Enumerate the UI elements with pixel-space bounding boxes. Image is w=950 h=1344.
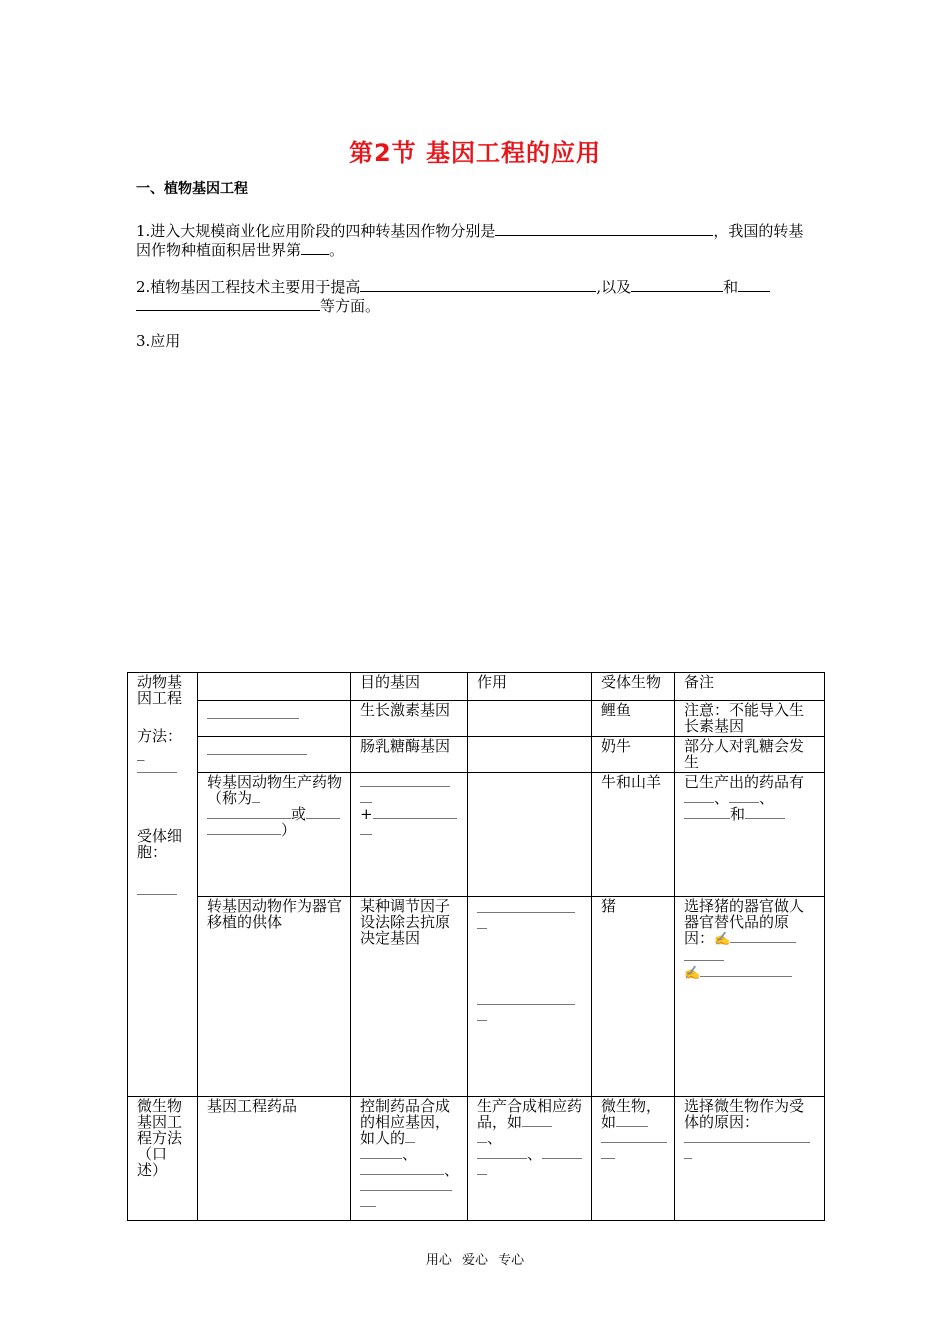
answer-blank[interactable] [137,882,177,895]
answer-blank[interactable] [495,221,713,236]
header-target-gene: 目的基因 [351,673,468,701]
pen-icon: ✍ [714,932,731,947]
question-1-text-a: 1.进入大规模商业化应用阶段的四种转基因作物分别是 [136,222,496,240]
r3-note-text: 已生产出的药品有 [684,773,805,791]
answer-blank[interactable] [684,948,724,961]
answer-blank[interactable] [684,1146,692,1159]
answer-blank[interactable] [405,1130,415,1143]
answer-blank[interactable] [738,277,770,292]
r5-note-text: 选择微生物作为受体的原因： [684,1097,805,1131]
answer-blank[interactable] [207,742,307,755]
answer-blank[interactable] [207,822,281,835]
animal-engineering-cell [128,673,198,1097]
r1-effect[interactable] [468,701,592,737]
answer-blank[interactable] [700,964,792,977]
r2-note: 部分人对乳糖会发生 [675,737,825,773]
page-footer: 用心 爱心 专心 [425,1253,525,1268]
question-3: 3.应用 [136,332,181,350]
answer-blank[interactable] [477,900,575,913]
answer-blank[interactable] [601,1130,667,1143]
answer-blank[interactable] [522,1114,552,1127]
r1-recipient: 鲤鱼 [592,701,675,737]
r3-name-or: 或 [291,805,307,823]
answer-blank[interactable] [136,296,320,311]
r4-note-cell [675,897,825,1097]
r3-note-sep: 、 [759,789,775,807]
r2-effect[interactable] [468,737,592,773]
header-effect: 作用 [468,673,592,701]
r1-note: 注意：不能导入生长素基因 [675,701,825,737]
answer-blank[interactable] [360,277,596,292]
r3-note-cell [675,773,825,897]
r4-target-b: 设法除去抗原决定基因 [360,913,451,947]
r2-recipient: 奶牛 [592,737,675,773]
r3-target-plus: + [360,805,373,823]
answer-blank[interactable] [360,1146,402,1159]
r3-name-close: ） [281,821,297,839]
r5-target-cell: 控制药品合成的相应基因，如人的 、 、 [351,1097,468,1221]
answer-blank[interactable] [360,822,372,835]
question-2-text-a: 2.植物基因工程技术主要用于提高 [136,278,361,296]
question-1-text-c: 。 [329,241,345,259]
r4-target-a: 某种调节因子 [360,897,451,915]
r5-name: 基因工程药品 [198,1097,351,1221]
r1-target: 生长激素基因 [351,701,468,737]
r3-recipient: 牛和山羊 [592,773,675,897]
answer-blank[interactable] [477,1130,487,1143]
r5-effect-text: 生产合成相应药品，如 [477,1097,583,1131]
r1-name-cell [198,701,351,737]
receptor-cell-label: 受体细胞： [137,827,183,861]
application-table [127,672,825,1221]
answer-blank[interactable] [360,774,450,787]
answer-blank[interactable] [301,240,329,255]
answer-blank[interactable] [207,806,291,819]
r3-target-cell [351,773,468,897]
answer-blank[interactable] [542,1146,582,1159]
answer-blank[interactable] [360,790,372,803]
header-note: 备注 [675,673,825,701]
r3-effect[interactable] [468,773,592,897]
micro-header: 微生物基因工程方法（口述） [128,1097,198,1221]
method-blank[interactable]: _ [137,743,145,761]
question-2-text-b: ,以及 [596,278,632,296]
question-2-text-d: 等方面。 [320,297,381,315]
r3-note-sep: 、 [714,789,730,807]
r4-name: 转基因动物作为器官移植的供体 [198,897,351,1097]
answer-blank[interactable] [616,1114,648,1127]
header-recipient: 受体生物 [592,673,675,701]
r4-effect-cell [468,897,592,1097]
r2-name-cell [198,737,351,773]
r5-recipient-cell [592,1097,675,1221]
page-title: 第2节 基因工程的应用 [348,139,602,167]
answer-blank[interactable] [306,806,340,819]
pen-icon: ✍ [684,966,701,981]
answer-blank[interactable] [137,760,177,773]
answer-blank[interactable] [360,1162,444,1175]
r3-name-text: 转基因动物生产药物（称为 [207,773,343,807]
r5-recipient-text: 微生物，如 [601,1097,662,1131]
answer-blank[interactable] [684,1130,810,1143]
question-2 [136,277,816,315]
answer-blank[interactable] [601,1146,615,1159]
question-2-text-c: 和 [723,278,739,296]
answer-blank[interactable] [373,806,457,819]
animal-header: 动物基因工程 [137,673,183,707]
answer-blank[interactable] [477,1146,527,1159]
answer-blank[interactable] [730,930,796,943]
method-label: 方法： [137,727,183,745]
answer-blank[interactable] [360,1194,376,1207]
r3-note-and: 和 [730,805,746,823]
question-1 [136,221,816,259]
r4-recipient: 猪 [592,897,675,1097]
answer-blank[interactable] [360,1178,452,1191]
answer-blank[interactable] [477,916,487,929]
r3-name-cell [198,773,351,897]
answer-blank[interactable] [477,1162,487,1175]
answer-blank[interactable] [477,992,575,1005]
section-heading-plant: 一、植物基因工程 [136,181,248,197]
r5-note-cell [675,1097,825,1221]
answer-blank[interactable] [477,1008,487,1021]
answer-blank[interactable] [729,790,759,803]
answer-blank[interactable] [684,790,714,803]
answer-blank[interactable] [252,790,260,803]
answer-blank[interactable] [207,706,299,719]
r4-note-text: 选择猪的器官做人器官替代品的原因： [684,897,805,947]
answer-blank[interactable] [684,806,730,819]
r2-target: 肠乳糖酶基因 [351,737,468,773]
answer-blank[interactable] [631,277,723,292]
r4-target-cell [351,897,468,1097]
r5-effect-cell: 生产合成相应药品，如 、 、 [468,1097,592,1221]
r5-target-text: 控制药品合成的相应基因，如人的 [360,1097,451,1147]
question-1-text-b: ，我国的转基因作物种植面积居世界第 [136,222,804,259]
header-empty [198,673,351,701]
answer-blank[interactable] [745,806,785,819]
